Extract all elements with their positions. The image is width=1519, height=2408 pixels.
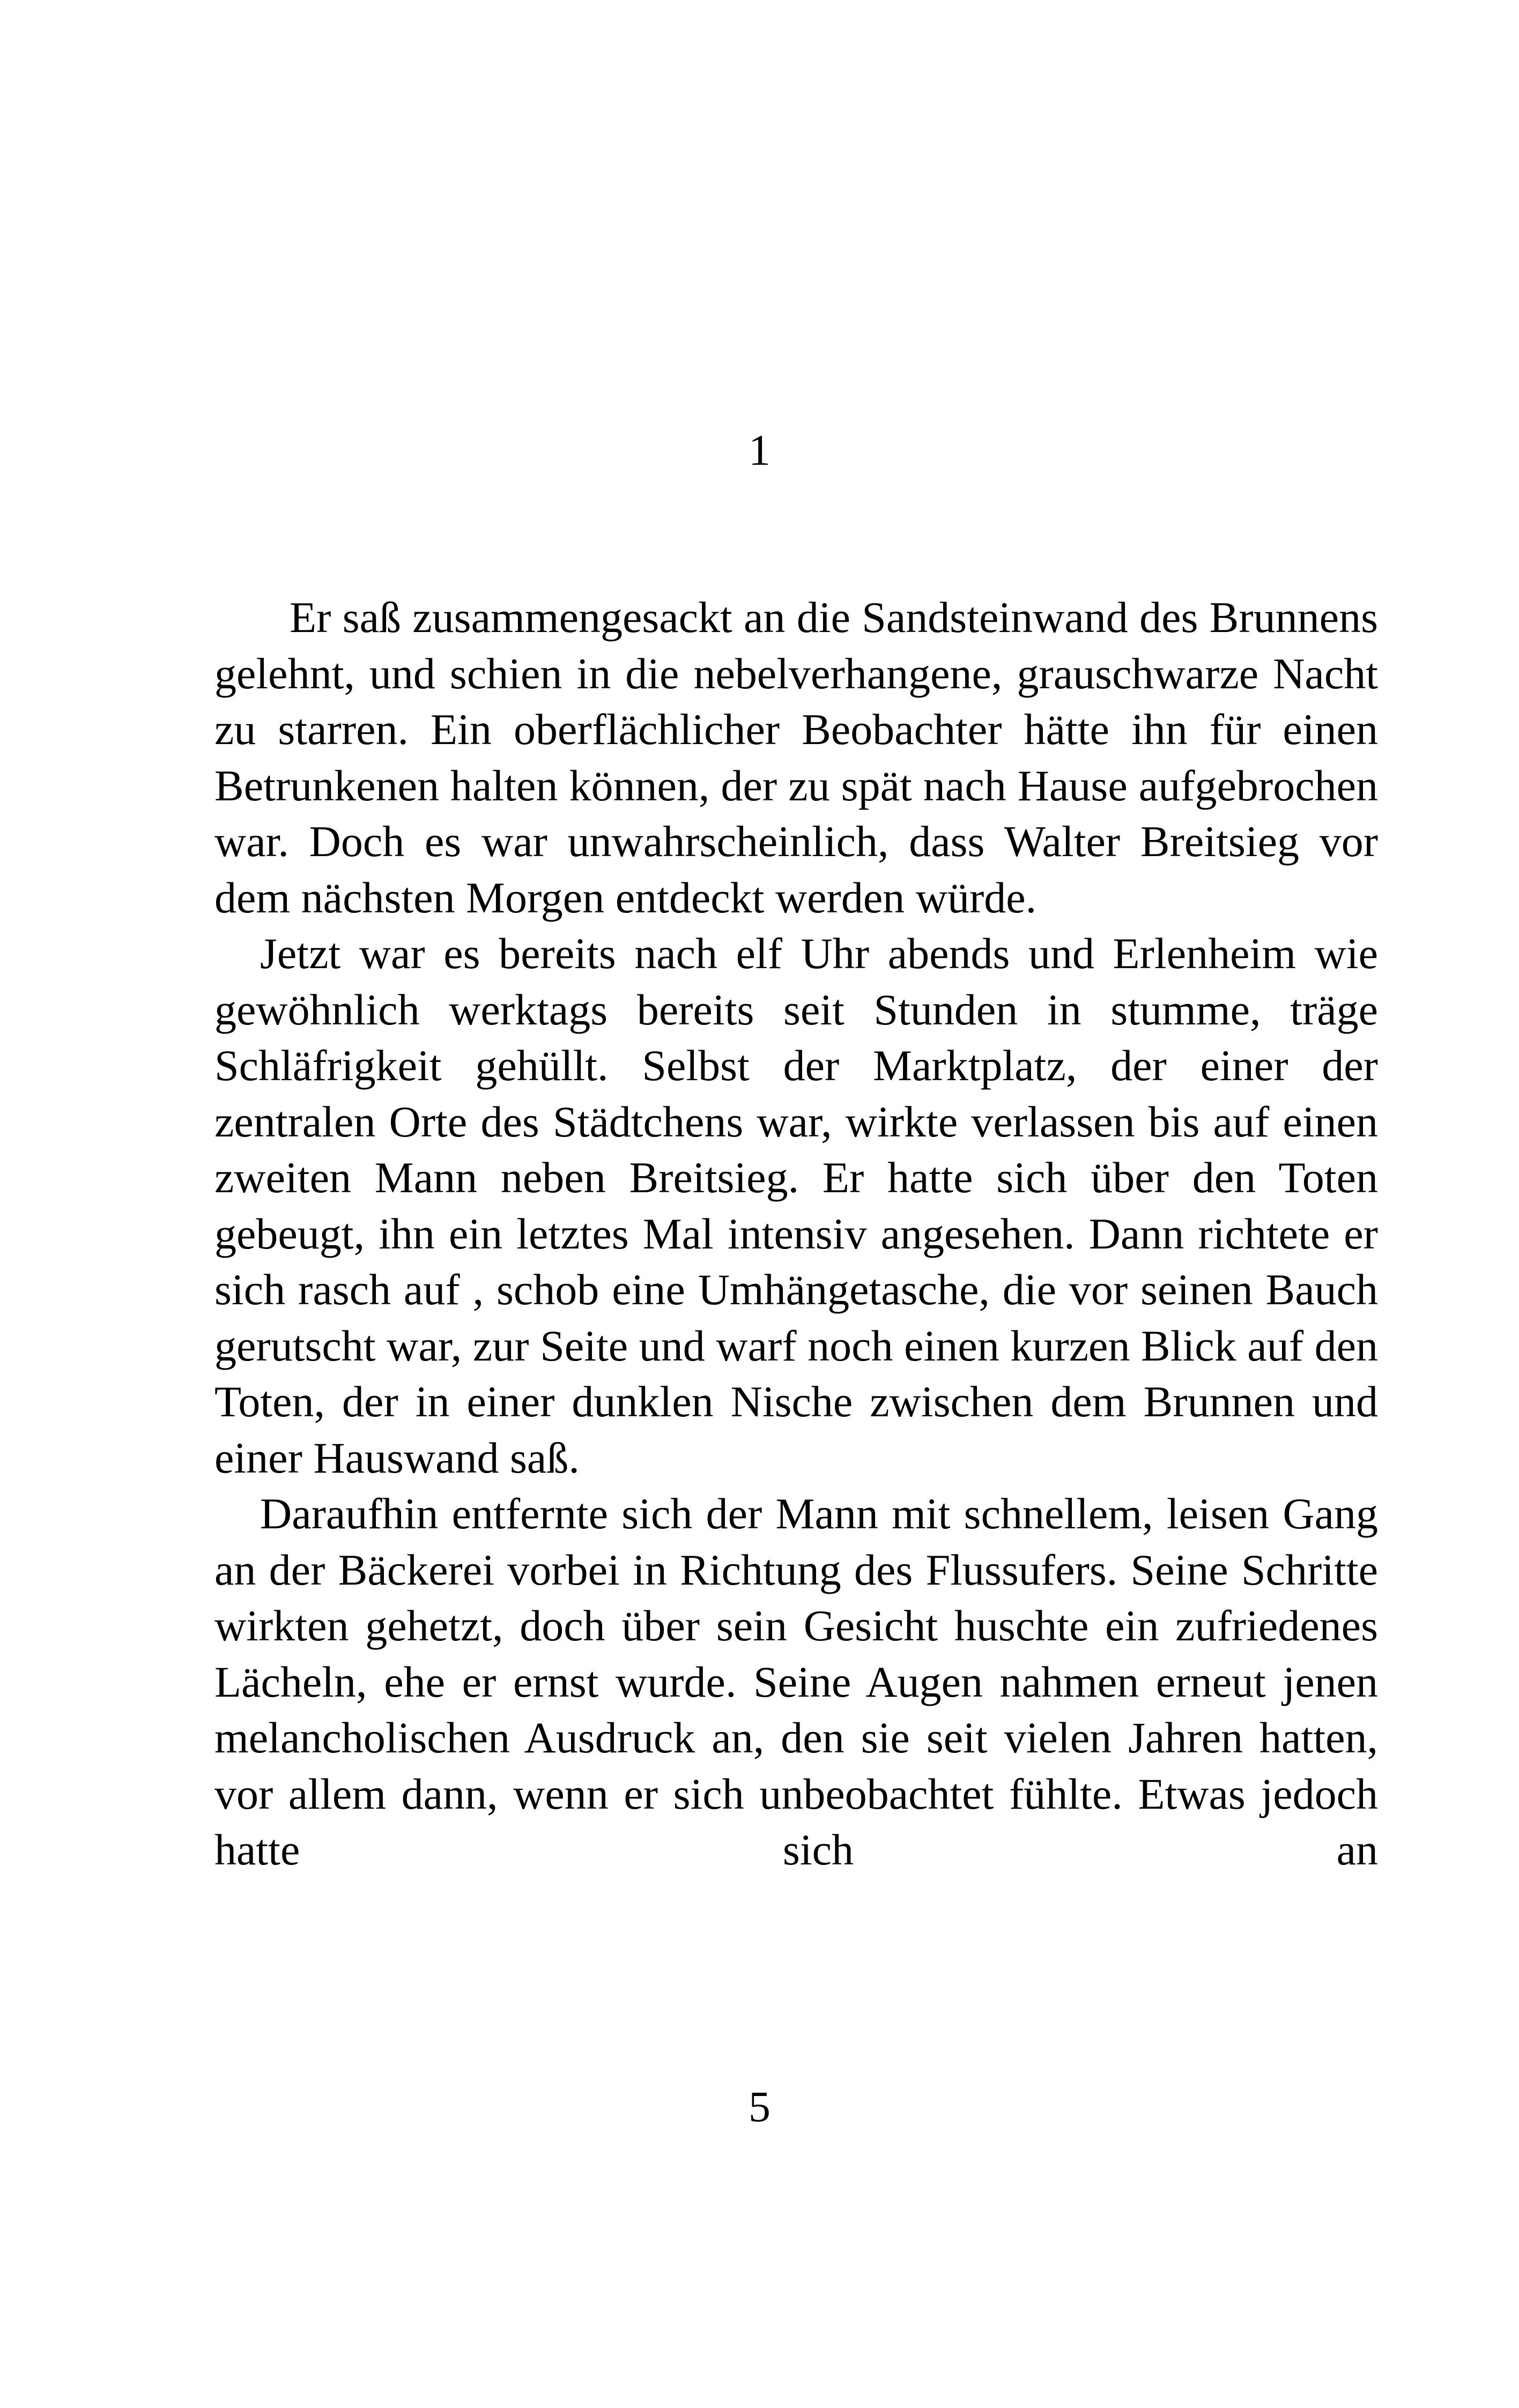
paragraph: Jetzt war es bereits nach elf Uhr abends und Erlenheim wie gewöhnlich werktags bereits seit Stunden in stumme, träge Schläfrigkeit gehüllt. Selbst der Marktplatz, der einer der zentralen Orte des Städtchens war, wirkte verlassen bis auf einen zweiten Mann neben Breitsieg. Er hatte sich über den Toten gebeugt, ihn ein letztes Mal intensiv angesehen. Dann richtete er sich rasch auf , schob eine Umhängetasche, die vor seinen Bauch gerutscht war, zur Seite und warf noch einen kurzen Blick auf den Toten, der in einer dunklen Nische zwischen dem Brunnen und einer Hauswand saß.	[214, 929, 1378, 1482]
page-number: 5	[749, 2082, 770, 2131]
paragraph: Er saß zusammengesackt an die Sandsteinwand des Brunnens gelehnt, und schien in die nebelverhangene, grauschwarze Nacht zu starren. Ein oberflächlicher Beobachter hätte ihn für einen Betrunkenen halten können, der zu spät nach Hause aufgebrochen war. Doch es war unwahrscheinlich, dass Walter Breitsieg vor dem nächsten Morgen entdeckt werden würde.	[214, 593, 1378, 922]
paragraph: Daraufhin entfernte sich der Mann mit schnellem, leisen Gang an der Bäckerei vorbei in Richtung des Flussufers. Seine Schritte wirkten gehetzt, doch über sein Gesicht huschte ein zufriedenes Lächeln, ehe er ernst wurde. Seine Augen nahmen erneut jenen melancholischen Ausdruck an, den sie seit vielen Jahren hatten, vor allem dann, wenn er sich unbeobachtet fühlte. Etwas jedoch hatte sich an	[214, 1489, 1378, 1874]
chapter-body	[214, 590, 1378, 1878]
chapter-number: 1	[749, 426, 770, 474]
